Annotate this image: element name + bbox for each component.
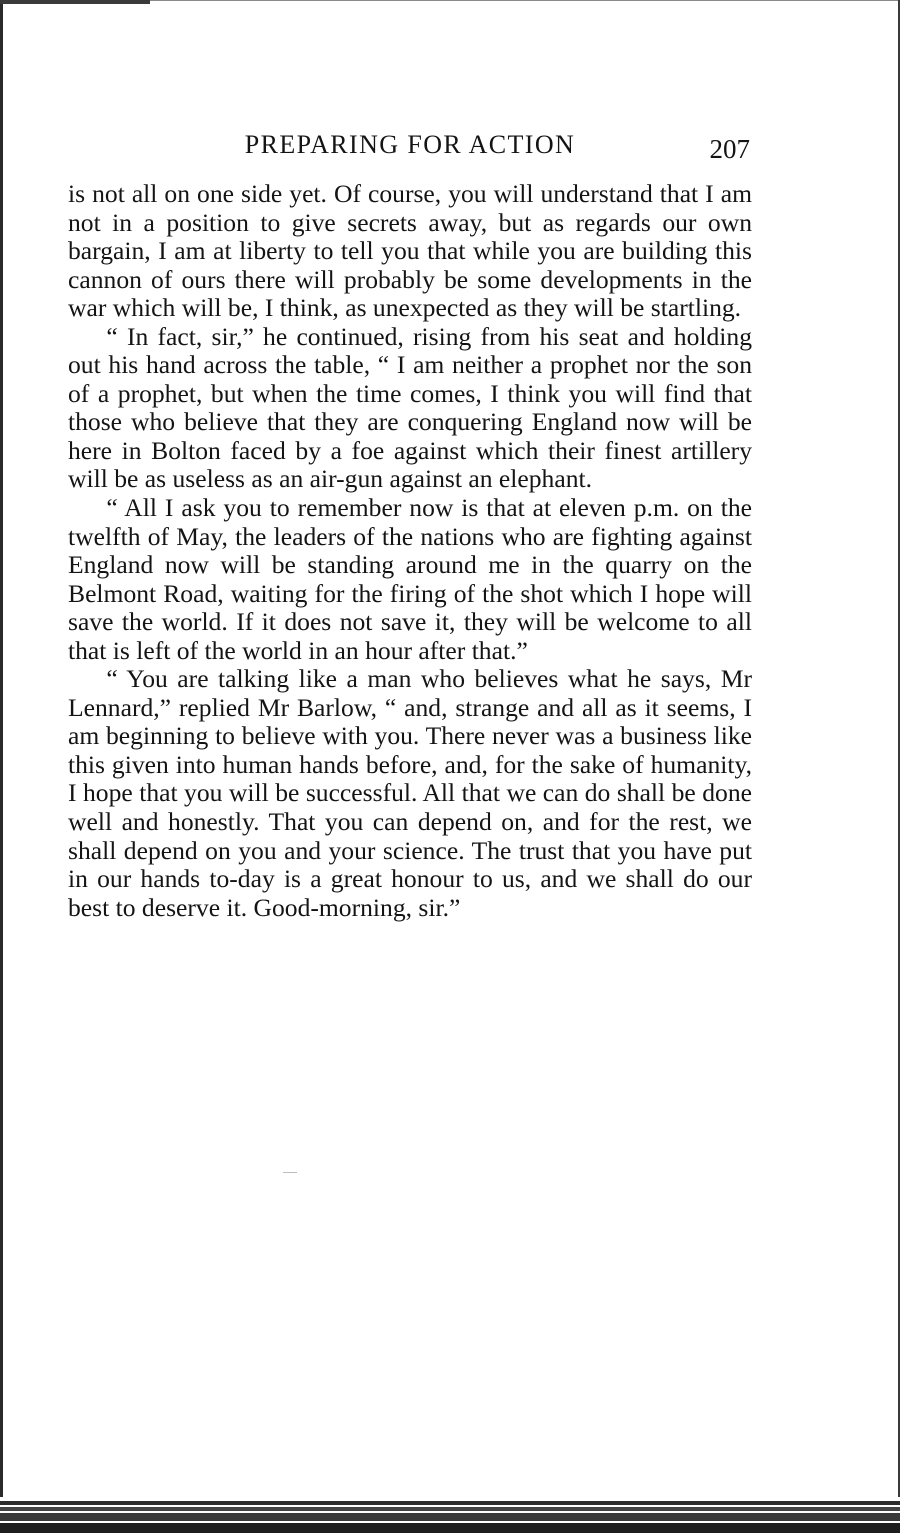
page-number: 207 — [709, 134, 750, 164]
top-scan-edge-thin — [150, 0, 900, 1]
left-scan-edge — [0, 0, 3, 1533]
bottom-scan-edge — [0, 1497, 900, 1533]
paragraph: “ In fact, sir,” he continued, rising from his seat and holding out his hand across the table, “ I am neither a prophet nor the son of a prophet, but when the time comes, I think you will find that those who believe that they are conquering England now will be here in Bolton faced by a foe against which their finest artillery will be as useless as an air-gun against an elephant. — [68, 321, 752, 494]
paragraph: “ All I ask you to remember now is that at eleven p.m. on the twelfth of May, the leaders of the nations who are fighting against England now will be standing around me in the quarry on the Belmont Road, waiting for the firing of the shot which I hope will save the world. If it does not save it, they will be welcome to all that is left of the world in an hour after that.” — [68, 493, 752, 665]
paragraph-continued: is not all on one side yet. Of course, you will understand that I am not in a position to give secrets away, but as regards our own bargain, I am at liberty to tell you that while you are building this cannon of ours there will probably be some developments in the war which will be, I think, as unexpected as they will be startling. — [68, 179, 752, 323]
printer-mark — [283, 1172, 297, 1173]
running-title: PREPARING FOR ACTION — [244, 130, 576, 159]
top-scan-edge — [0, 0, 150, 4]
paragraph: “ You are talking like a man who believes what he says, Mr Lennard,” replied Mr Barlow, “ and, strange and all as it seems, I am beginning to believe with you. There never was a business like this given into human hands before, and, for the sake of humanity, I hope that you will be successful. All that we can do shall be done well and honestly. That you can depend on, and for the rest, we shall depend on you and your science. The trust that you have put in our hands to-day is a great honour to us, and we shall do our best to deserve it. Good-morning, sir.” — [68, 664, 752, 922]
page-header — [68, 126, 752, 166]
body-text — [68, 180, 752, 922]
